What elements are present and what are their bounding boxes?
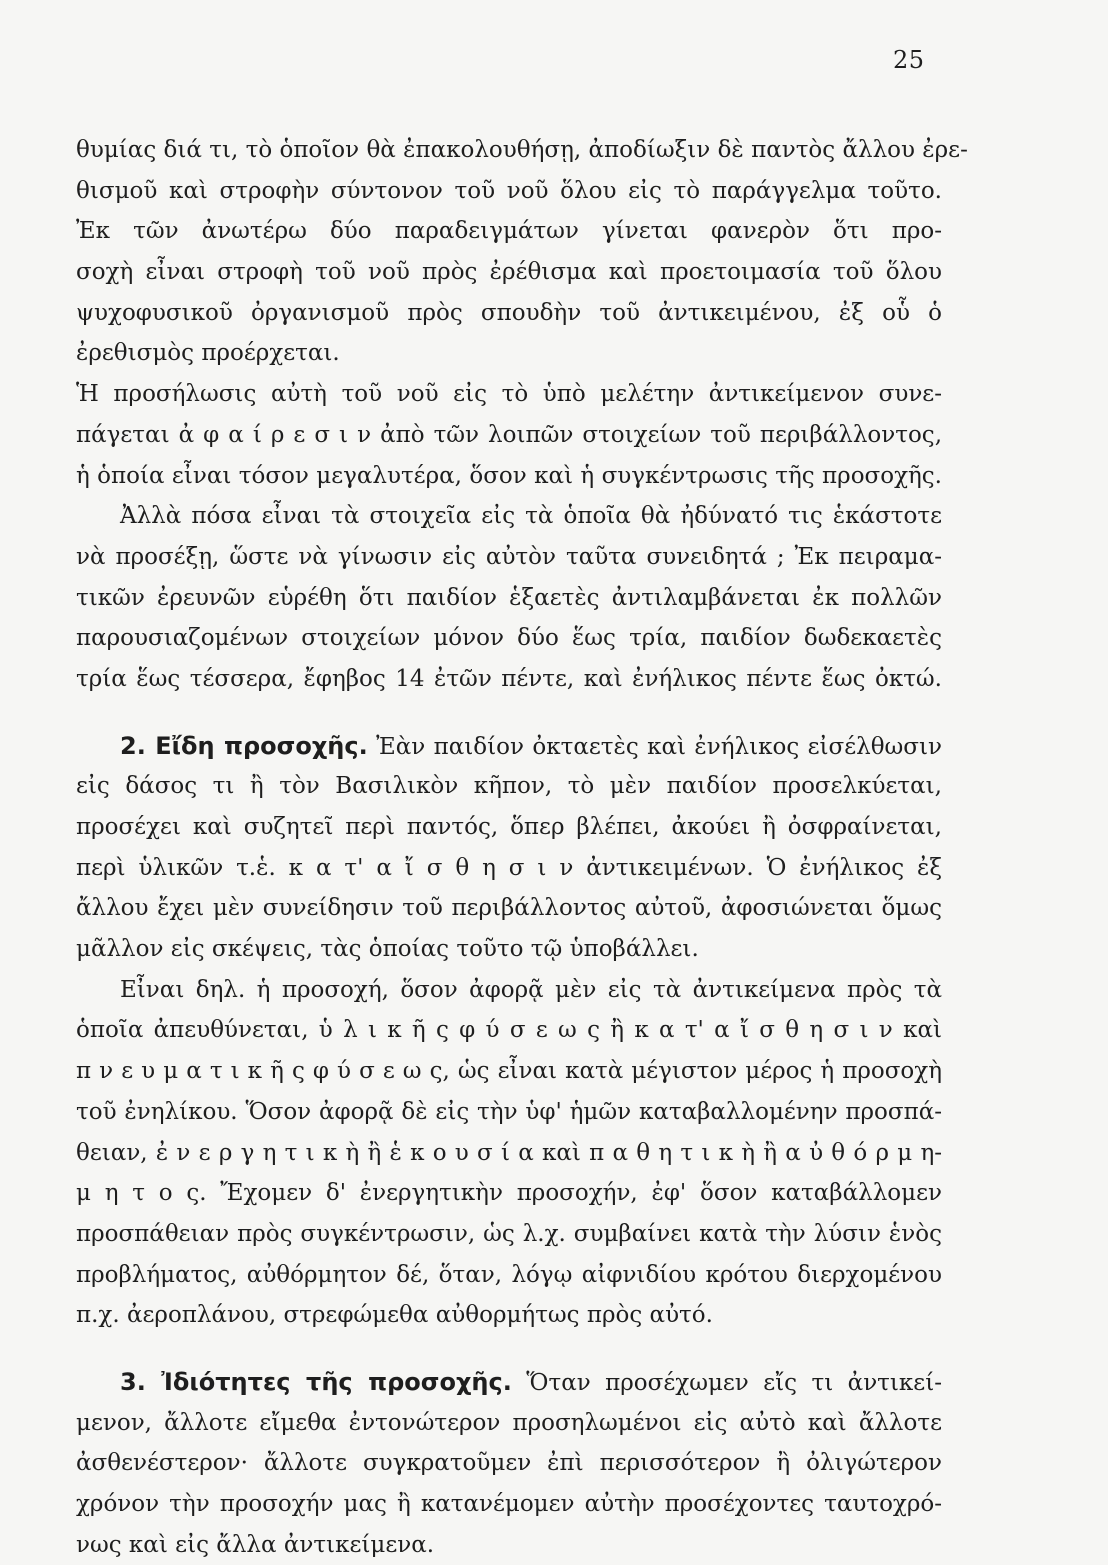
text-line: τρία ἕως τέσσερα, ἔφηβος 14 ἐτῶν πέντε, καὶ ἐνήλικος πέντε ἕως ὀκτώ. (76, 665, 942, 692)
text-line: προσπάθειαν πρὸς συγκέντρωσιν, ὡς λ.χ. συμβαίνει κατὰ τὴν λύσιν ἑνὸς (76, 1220, 942, 1247)
text-line: μενον, ἄλλοτε εἴμεθα ἐντονώτερον προσηλωμένοι εἰς αὐτὸ καὶ ἄλλοτε (76, 1409, 942, 1436)
text-line: θισμοῦ καὶ στροφὴν σύντονον τοῦ νοῦ ὅλου εἰς τὸ παράγγελμα τοῦτο. (76, 177, 942, 204)
text-line: πάγεται ἀ φ α ί ρ ε σ ι ν ἀπὸ τῶν λοιπῶν στοιχείων τοῦ περιβάλλοντος, (76, 421, 942, 448)
section-gap (76, 700, 942, 726)
text-line: ἄλλου ἔχει μὲν συνείδησιν τοῦ περιβάλλοντος αὐτοῦ, ἀφοσιώνεται ὅμως (76, 895, 942, 922)
section-3-first-line (76, 1362, 942, 1403)
text-line: θειαν, ἐ ν ε ρ γ η τ ι κ ὴ ἢ ἑ κ ο υ σ ί α καὶ π α θ η τ ι κ ὴ ἢ α ὐ θ ό ρ μ η- (76, 1139, 942, 1166)
text-line: θυμίας διά τι, τὸ ὁποῖον θὰ ἐπακολουθήσῃ, ἀποδίωξιν δὲ παντὸς ἄλλου ἐρε- (76, 137, 968, 163)
section-gap (76, 1336, 942, 1362)
text-line: μᾶλλον εἰς σκέψεις, τὰς ὁποίας τοῦτο τῷ ὑποβάλλει. (76, 936, 699, 963)
section-3-heading: 3. Ἰδιότητες τῆς προσοχῆς. (120, 1367, 512, 1396)
page-number: 25 (893, 46, 925, 74)
text-line: τικῶν ἐρευνῶν εὑρέθη ὅτι παιδίον ἑξαετὲς ἀντιλαμβάνεται ἐκ πολλῶν (76, 584, 942, 611)
section-3-first-line-text: Ὅταν προσέχωμεν εἴς τι ἀντικεί- (511, 1369, 942, 1396)
text-line: προσέχει καὶ συζητεῖ περὶ παντός, ὅπερ βλέπει, ἀκούει ἢ ὀσφραίνεται, (76, 814, 942, 840)
text-line: σοχὴ εἶναι στροφὴ τοῦ νοῦ πρὸς ἐρέθισμα καὶ προετοιμασία τοῦ ὅλου (76, 259, 942, 286)
text-line: τοῦ ἐνηλίκου. Ὅσον ἀφορᾷ δὲ εἰς τὴν ὑφ' ἡμῶν καταβαλλομένην προσπά- (76, 1098, 942, 1125)
text-line: χρόνον τὴν προσοχήν μας ἢ κατανέμομεν αὐτὴν προσέχοντες ταυτοχρό- (76, 1491, 942, 1517)
text-line: ἀσθενέστερον· ἄλλοτε συγκρατοῦμεν ἐπὶ περισσότερον ἢ ὀλιγώτερον (76, 1450, 942, 1477)
text-line: περὶ ὑλικῶν τ.ἑ. κ α τ' α ἴ σ θ η σ ι ν ἀντικειμένων. Ὁ ἐνήλικος ἐξ (76, 854, 942, 881)
text-line: ἐρεθισμὸς προέρχεται. (76, 340, 340, 367)
text-line: ψυχοφυσικοῦ ὀργανισμοῦ πρὸς σπουδὴν τοῦ ἀντικειμένου, ἐξ οὗ ὁ (76, 299, 942, 326)
text-line: Ἡ προσήλωσις αὐτὴ τοῦ νοῦ εἰς τὸ ὑπὸ μελέτην ἀντικείμενον συνε- (76, 381, 942, 408)
text-line: Εἶναι δηλ. ἡ προσοχή, ὅσον ἀφορᾷ μὲν εἰς τὰ ἀντικείμενα πρὸς τὰ (120, 976, 942, 1003)
text-line: νὰ προσέξῃ, ὥστε νὰ γίνωσιν εἰς αὐτὸν ταῦτα συνειδητά ; Ἐκ πειραμα- (76, 543, 942, 570)
text-line: Ἀλλὰ πόσα εἶναι τὰ στοιχεῖα εἰς τὰ ὁποῖα θὰ ἠδύνατό τις ἑκάστοτε (120, 503, 942, 530)
text-line: προβλήματος, αὐθόρμητον δέ, ὅταν, λόγῳ αἰφνιδίου κρότου διερχομένου (76, 1261, 942, 1288)
text-line: εἰς δάσος τι ἢ τὸν Βασιλικὸν κῆπον, τὸ μὲν παιδίον προσελκύεται, (76, 773, 942, 800)
text-line: ἡ ὁποία εἶναι τόσον μεγαλυτέρα, ὅσον καὶ ἡ συγκέντρωσις τῆς προσοχῆς. (76, 462, 942, 489)
text-line: π ν ε υ μ α τ ι κ ῆ ς φ ύ σ ε ω ς, ὡς εἶναι κατὰ μέγιστον μέρος ἡ προσοχὴ (76, 1058, 942, 1085)
section-2-first-line-text: Ἐὰν παιδίον ὀκταετὲς καὶ ἐνήλικος εἰσέλθωσιν (367, 733, 943, 760)
text-line: νως καὶ εἰς ἄλλα ἀντικείμενα. (76, 1531, 435, 1558)
body-text (76, 130, 968, 1565)
text-line: μ η τ ο ς. Ἔχομεν δ' ἐνεργητικὴν προσοχήν, ἐφ' ὅσον καταβάλλομεν (76, 1180, 942, 1207)
text-line: π.χ. ἀεροπλάνου, στρεφώμεθα αὐθορμήτως πρὸς αὐτό. (76, 1302, 713, 1329)
section-2-first-line (76, 726, 942, 767)
text-line: ὁποῖα ἀπευθύνεται, ὑ λ ι κ ῆ ς φ ύ σ ε ω ς ἢ κ α τ' α ἴ σ θ η σ ι ν καὶ (76, 1017, 942, 1044)
section-2-heading: 2. Εἴδη προσοχῆς. (120, 731, 368, 760)
text-line: Ἐκ τῶν ἀνωτέρω δύο παραδειγμάτων γίνεται φανερὸν ὅτι προ- (76, 218, 942, 245)
text-line: παρουσιαζομένων στοιχείων μόνον δύο ἕως τρία, παιδίον δωδεκαετὲς (76, 625, 942, 652)
